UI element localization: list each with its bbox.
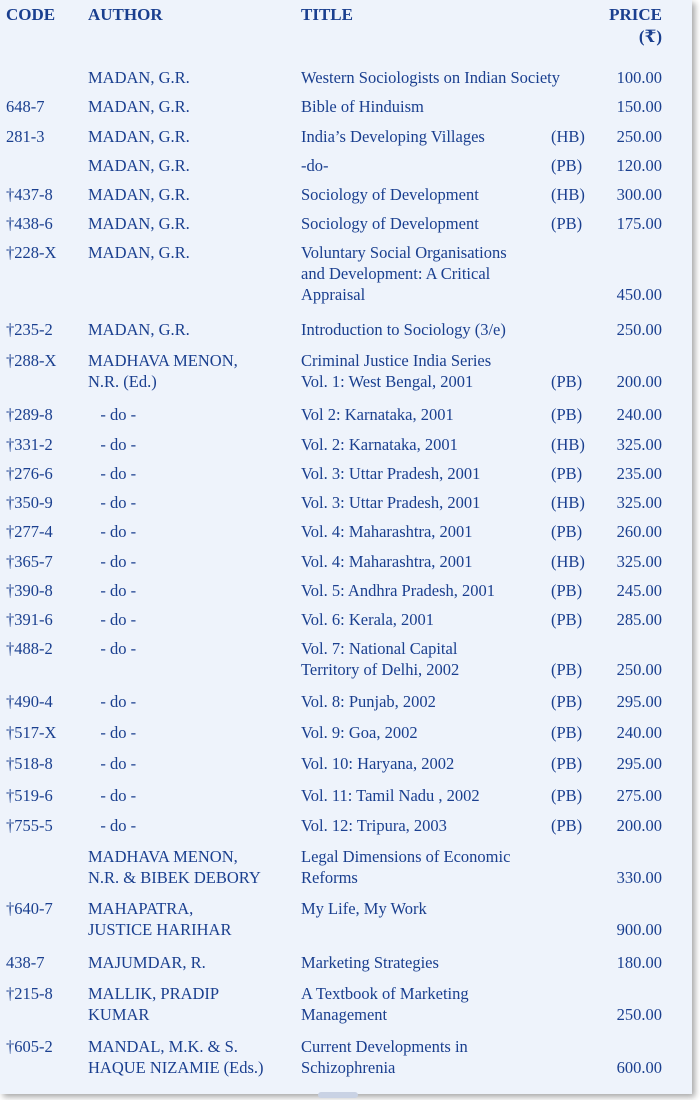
- row-title-line: Management: [301, 1005, 388, 1024]
- row-author-line: KUMAR: [88, 1005, 150, 1024]
- row-author-line: MANDAL, M.K. & S.: [88, 1037, 238, 1056]
- row-price: 180.00: [616, 953, 662, 972]
- row-binding: (PB): [551, 464, 583, 483]
- row-title: [301, 722, 546, 743]
- row-price: 245.00: [616, 581, 662, 600]
- row-title-line: Vol. 1: West Bengal, 2001: [301, 372, 474, 391]
- row-title-line: Vol. 3: Uttar Pradesh, 2001: [301, 493, 481, 512]
- row-author-line: MADAN, G.R.: [88, 243, 190, 262]
- row-author-line: - do -: [88, 493, 137, 512]
- row-price: 285.00: [616, 610, 662, 629]
- row-code: †365-7: [6, 552, 53, 571]
- row-author: [88, 213, 293, 234]
- row-author-line: N.R. (Ed.): [88, 372, 157, 391]
- row-author-line: HAQUE NIZAMIE (Eds.): [88, 1058, 264, 1077]
- row-author: [88, 580, 293, 601]
- row-binding: (HB): [551, 552, 585, 571]
- row-code: †640-7: [6, 899, 53, 918]
- row-author: [88, 753, 293, 774]
- row-title: [301, 213, 546, 234]
- row-author: [88, 242, 293, 263]
- row-binding: (HB): [551, 435, 585, 454]
- row-author-line: - do -: [88, 581, 137, 600]
- row-code: †490-4: [6, 692, 53, 711]
- row-code: †605-2: [6, 1037, 53, 1056]
- row-title-line: Criminal Justice India Series: [301, 351, 492, 370]
- row-author-line: MADAN, G.R.: [88, 156, 190, 175]
- row-title: [301, 242, 546, 305]
- header-author: AUTHOR: [88, 5, 163, 24]
- row-code: †488-2: [6, 639, 53, 658]
- row-title-line: Sociology of Development: [301, 185, 479, 204]
- header-price-label: PRICE: [609, 5, 662, 24]
- row-author: [88, 319, 293, 340]
- row-author: [88, 722, 293, 743]
- row-author-line: MADAN, G.R.: [88, 97, 190, 116]
- row-author-line: MADHAVA MENON,: [88, 351, 238, 370]
- row-title-line: Vol. 7: National Capital: [301, 639, 458, 658]
- row-title: [301, 319, 546, 340]
- row-code: †438-6: [6, 214, 53, 233]
- row-title: [301, 898, 546, 919]
- row-author: [88, 492, 293, 513]
- row-title-line: Vol. 8: Punjab, 2002: [301, 692, 436, 711]
- row-title-line: Western Sociologists on Indian Society: [301, 68, 560, 87]
- row-title: [301, 67, 560, 88]
- row-title: [301, 184, 546, 205]
- row-title: [301, 551, 546, 572]
- row-author-line: - do -: [88, 405, 137, 424]
- header-code: CODE: [6, 5, 56, 24]
- row-code: †228-X: [6, 243, 57, 262]
- row-author: [88, 350, 293, 392]
- row-author-line: MALLIK, PRADIP: [88, 984, 220, 1003]
- row-binding: (HB): [551, 493, 585, 512]
- row-title: [301, 350, 546, 392]
- row-price: 250.00: [616, 127, 662, 146]
- row-binding: (HB): [551, 185, 585, 204]
- row-author: [88, 815, 293, 836]
- row-title: [301, 521, 546, 542]
- row-author: [88, 846, 293, 888]
- row-title: [301, 492, 546, 513]
- row-price: 295.00: [616, 692, 662, 711]
- row-title: [301, 952, 546, 973]
- row-author-line: MADAN, G.R.: [88, 185, 190, 204]
- row-binding: (PB): [551, 816, 583, 835]
- row-author: [88, 609, 293, 630]
- row-author: [88, 404, 293, 425]
- row-title: [301, 404, 546, 425]
- row-price: 250.00: [616, 660, 662, 679]
- row-author-line: - do -: [88, 435, 137, 454]
- row-author-line: - do -: [88, 522, 137, 541]
- row-author-line: - do -: [88, 610, 137, 629]
- row-code: †391-6: [6, 610, 53, 629]
- row-binding: (PB): [551, 660, 583, 679]
- row-title: [301, 463, 546, 484]
- row-title: [301, 983, 546, 1025]
- row-code: †390-8: [6, 581, 53, 600]
- row-author-line: - do -: [88, 464, 137, 483]
- row-title: [301, 785, 546, 806]
- row-author: [88, 983, 293, 1025]
- row-price: 600.00: [616, 1058, 662, 1077]
- row-code: †519-6: [6, 786, 53, 805]
- row-title: [301, 691, 546, 712]
- row-author: [88, 551, 293, 572]
- row-price: 275.00: [616, 786, 662, 805]
- row-binding: (PB): [551, 723, 583, 742]
- row-author-line: MADAN, G.R.: [88, 214, 190, 233]
- row-code: †235-2: [6, 320, 53, 339]
- row-code: 281-3: [6, 127, 45, 146]
- row-author-line: - do -: [88, 639, 137, 658]
- row-title: [301, 155, 546, 176]
- row-title: [301, 96, 546, 117]
- row-binding: (PB): [551, 522, 583, 541]
- row-price: 450.00: [616, 285, 662, 304]
- row-price: 250.00: [616, 1005, 662, 1024]
- row-code: †215-8: [6, 984, 53, 1003]
- row-title-line: Vol. 5: Andhra Pradesh, 2001: [301, 581, 496, 600]
- row-title: [301, 638, 546, 680]
- row-code: 648-7: [6, 97, 45, 116]
- row-author: [88, 898, 293, 940]
- row-author: [88, 1036, 293, 1078]
- row-price: 235.00: [616, 464, 662, 483]
- row-code: †517-X: [6, 723, 57, 742]
- row-price: 260.00: [616, 522, 662, 541]
- row-title-line: Bible of Hinduism: [301, 97, 424, 116]
- row-code: †437-8: [6, 185, 53, 204]
- row-code: †518-8: [6, 754, 53, 773]
- row-author-line: JUSTICE HARIHAR: [88, 920, 232, 939]
- row-price: 250.00: [616, 320, 662, 339]
- row-code: †276-6: [6, 464, 53, 483]
- row-binding: (PB): [551, 405, 583, 424]
- row-price: 100.00: [616, 68, 662, 87]
- row-author-line: MADHAVA MENON,: [88, 847, 238, 866]
- header-price-currency: (₹): [638, 27, 662, 46]
- row-title-line: Sociology of Development: [301, 214, 479, 233]
- row-price: 200.00: [616, 816, 662, 835]
- row-binding: (HB): [551, 127, 585, 146]
- row-binding: (PB): [551, 156, 583, 175]
- row-binding: (PB): [551, 214, 583, 233]
- row-binding: (PB): [551, 581, 583, 600]
- page-footer-mark: [318, 1092, 358, 1098]
- row-title-line: -do-: [301, 156, 329, 175]
- row-author-line: MAHAPATRA,: [88, 899, 194, 918]
- row-author-line: MADAN, G.R.: [88, 320, 190, 339]
- row-author-line: - do -: [88, 723, 137, 742]
- row-author: [88, 638, 293, 659]
- row-title-line: Vol. 4: Maharashtra, 2001: [301, 552, 473, 571]
- row-binding: (PB): [551, 754, 583, 773]
- row-title-line: Current Developments in: [301, 1037, 468, 1056]
- row-price: 200.00: [616, 372, 662, 391]
- row-title-line: Marketing Strategies: [301, 953, 439, 972]
- row-binding: (PB): [551, 786, 583, 805]
- row-title-line: Vol. 12: Tripura, 2003: [301, 816, 447, 835]
- row-title-line: Appraisal: [301, 285, 366, 304]
- header-title: TITLE: [301, 5, 353, 24]
- row-author: [88, 952, 293, 973]
- row-price: 175.00: [616, 214, 662, 233]
- row-title-line: Vol. 11: Tamil Nadu , 2002: [301, 786, 480, 805]
- row-code: †288-X: [6, 351, 57, 370]
- row-price: 295.00: [616, 754, 662, 773]
- row-author-line: - do -: [88, 816, 137, 835]
- row-binding: (PB): [551, 692, 583, 711]
- row-author: [88, 785, 293, 806]
- row-title-line: Reforms: [301, 868, 358, 887]
- row-title: [301, 846, 546, 888]
- row-author: [88, 96, 293, 117]
- row-author-line: - do -: [88, 786, 137, 805]
- row-code: †755-5: [6, 816, 53, 835]
- row-code: †350-9: [6, 493, 53, 512]
- row-title-line: Vol. 10: Haryana, 2002: [301, 754, 455, 773]
- row-author-line: MADAN, G.R.: [88, 68, 190, 87]
- row-author: [88, 434, 293, 455]
- row-price: 330.00: [616, 868, 662, 887]
- row-author: [88, 67, 293, 88]
- row-price: 900.00: [616, 920, 662, 939]
- row-author: [88, 521, 293, 542]
- row-price: 150.00: [616, 97, 662, 116]
- row-title-line: Introduction to Sociology (3/e): [301, 320, 506, 339]
- row-price: 120.00: [616, 156, 662, 175]
- row-title-line: My Life, My Work: [301, 899, 427, 918]
- row-title-line: Vol. 3: Uttar Pradesh, 2001: [301, 464, 481, 483]
- row-code: †331-2: [6, 435, 53, 454]
- row-author-line: MAJUMDAR, R.: [88, 953, 206, 972]
- row-author: [88, 691, 293, 712]
- row-title: [301, 434, 546, 455]
- row-author: [88, 126, 293, 147]
- row-title-line: Vol. 9: Goa, 2002: [301, 723, 418, 742]
- row-author-line: - do -: [88, 552, 137, 571]
- row-title-line: Vol. 2: Karnataka, 2001: [301, 435, 458, 454]
- row-title-line: Territory of Delhi, 2002: [301, 660, 460, 679]
- header-price: [590, 4, 662, 48]
- row-binding: (PB): [551, 372, 583, 391]
- row-title-line: Vol. 6: Kerala, 2001: [301, 610, 435, 629]
- row-binding: (PB): [551, 610, 583, 629]
- row-price: 240.00: [616, 723, 662, 742]
- row-author: [88, 184, 293, 205]
- row-author: [88, 155, 293, 176]
- row-title: [301, 609, 546, 630]
- row-author-line: MADAN, G.R.: [88, 127, 190, 146]
- row-title-line: Legal Dimensions of Economic: [301, 847, 511, 866]
- row-title-line: Vol 2: Karnataka, 2001: [301, 405, 454, 424]
- row-title: [301, 580, 546, 601]
- row-price: 325.00: [616, 435, 662, 454]
- row-title: [301, 1036, 546, 1078]
- row-code: †289-8: [6, 405, 53, 424]
- row-title: [301, 126, 546, 147]
- row-title-line: and Development: A Critical: [301, 264, 491, 283]
- row-author-line: N.R. & BIBEK DEBORY: [88, 868, 261, 887]
- row-title-line: Vol. 4: Maharashtra, 2001: [301, 522, 473, 541]
- row-price: 240.00: [616, 405, 662, 424]
- row-author: [88, 463, 293, 484]
- row-author-line: - do -: [88, 754, 137, 773]
- row-title-line: A Textbook of Marketing: [301, 984, 469, 1003]
- row-title: [301, 815, 546, 836]
- row-price: 325.00: [616, 493, 662, 512]
- row-title-line: Voluntary Social Organisations: [301, 243, 507, 262]
- row-title-line: Schizophrenia: [301, 1058, 396, 1077]
- row-author-line: - do -: [88, 692, 137, 711]
- row-code: †277-4: [6, 522, 53, 541]
- row-code: 438-7: [6, 953, 45, 972]
- row-title: [301, 753, 546, 774]
- row-price: 325.00: [616, 552, 662, 571]
- row-price: 300.00: [616, 185, 662, 204]
- row-title-line: India’s Developing Villages: [301, 127, 485, 146]
